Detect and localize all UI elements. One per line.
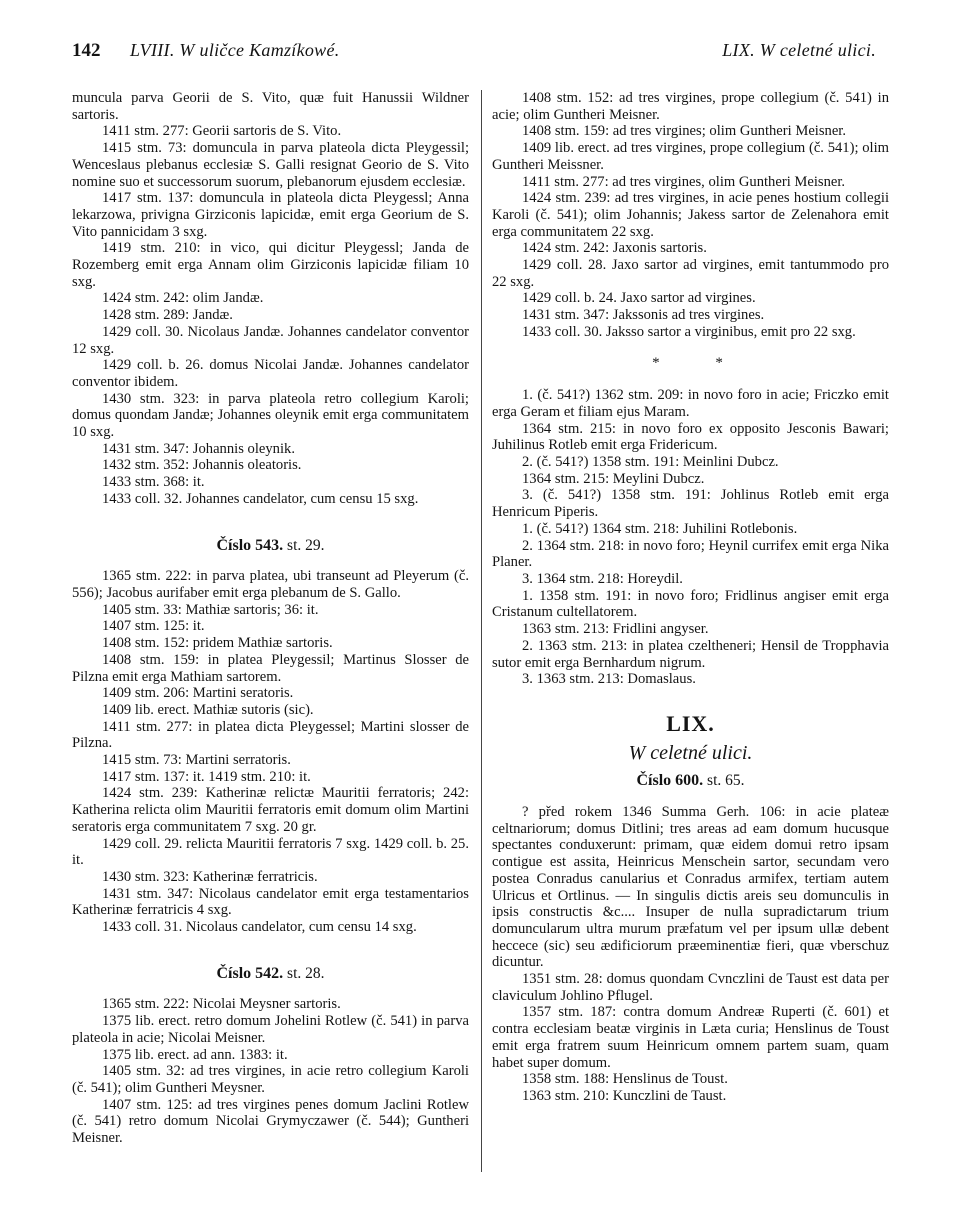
right-column bbox=[492, 90, 889, 1105]
page-number: 142 bbox=[72, 40, 101, 61]
left-intro-entries bbox=[72, 90, 469, 508]
entry-paragraph: 1428 stm. 289: Jandæ. bbox=[102, 307, 233, 324]
entry-paragraph: 1411 stm. 277: ad tres virgines, olim Guntheri Meisner. bbox=[522, 173, 846, 190]
entry-paragraph: 1433 coll. 32. Johannes candelator, cum censu 15 sxg. bbox=[102, 490, 419, 507]
section-600-entries bbox=[492, 804, 889, 1105]
entry-paragraph: 1424 stm. 242: olim Jandæ. bbox=[102, 290, 264, 307]
running-head-left: LVIII. W uličce Kamzíkowé. bbox=[130, 40, 340, 60]
entry-paragraph: 1430 stm. 323: Katherinæ ferratricis. bbox=[102, 868, 318, 885]
entry-paragraph: 3. 1364 stm. 218: Horeydil. bbox=[522, 570, 683, 587]
entry-paragraph: 1432 stm. 352: Johannis oleatoris. bbox=[102, 457, 302, 474]
entry-paragraph: 1433 coll. 30. Jaksso sartor a virginibus, emit pro 22 sxg. bbox=[522, 323, 856, 340]
entry-paragraph: 1408 stm. 152: ad tres virgines, prope collegium (č. 541) in acie; olim Guntheri Meisner. bbox=[492, 90, 889, 123]
section-542-entries bbox=[72, 996, 469, 1146]
entry-paragraph: 1415 stm. 73: domuncula in parva plateola dicta Pleygessil; Wenceslaus plebanus ecclesiæ S. Galli resignat Georio de S. Vito nomine suo et successorum suorum, plebanorum ejusdem ecclesiæ. bbox=[72, 140, 469, 190]
section-st-600: st. 65. bbox=[703, 772, 745, 790]
entry-paragraph: 3. (č. 541?) 1358 stm. 191: Johlinus Rotleb emit erga Henricum Piperis. bbox=[492, 487, 889, 521]
entry-paragraph: 2. 1363 stm. 213: in platea czeltheneri; Hensil de Tropphavia sutor emit erga Bernhardum nigrum. bbox=[492, 637, 889, 671]
entry-paragraph: 1408 stm. 159: ad tres virgines; olim Guntheri Meisner. bbox=[522, 123, 847, 140]
right-top-entries bbox=[492, 90, 889, 341]
entry-paragraph: 1433 stm. 368: it. bbox=[102, 474, 205, 491]
section-number-542: Číslo 542. bbox=[216, 964, 284, 982]
entry-paragraph: 1363 stm. 210: Kunczlini de Taust. bbox=[522, 1087, 727, 1104]
entry-paragraph: 1375 lib. erect. ad ann. 1383: it. bbox=[102, 1046, 288, 1063]
entry-paragraph: 1429 coll. 29. relicta Mauritii ferratoris 7 sxg. 1429 coll. b. 25. it. bbox=[72, 835, 469, 869]
entry-paragraph: 1408 stm. 159: in platea Pleygessil; Martinus Slosser de Pilzna emit erga Mathiam sartorem. bbox=[72, 651, 469, 685]
entry-paragraph: 2. 1364 stm. 218: in novo foro; Heynil currifex emit erga Nika Planer. bbox=[492, 537, 889, 571]
column-divider bbox=[481, 90, 482, 1172]
entry-paragraph: 1429 coll. 28. Jaxo sartor ad virgines, emit tantummodo pro 22 sxg. bbox=[492, 257, 889, 290]
entry-paragraph: ? před rokem 1346 Summa Gerh. 106: in acie plateæ celtnariorum; domus Ditlini; tres areas ad eam domum hucusque spectantes conduxerunt: primam, quæ eidem domui retro ipsam contigue est assita, Heinricus Menschein sartor, secundam vero postea Conradus canularius et Conradus armifex, tertiam autem Ulricus et Ortlinus. — In singulis dictis areis seu domunculis in ipsis constructis &c.... Insuper de nulla supradictarum trium domuncularum ultra murum præfatum vel per ipsum ullæ debent heccece (sic) seu ædificiorum præeminentiæ fieri, quæ vberschuz dicuntur. bbox=[492, 804, 889, 971]
section-number-600: Číslo 600. bbox=[636, 772, 704, 790]
section-heading-600 bbox=[492, 773, 889, 790]
entry-paragraph: 1375 lib. erect. retro domum Johelini Rotlew (č. 541) in parva plateola in acie; Nicolai Meisner. bbox=[72, 1013, 469, 1046]
entry-paragraph: 1364 stm. 215: Meylini Dubcz. bbox=[522, 470, 705, 487]
entry-paragraph: 1405 stm. 33: Mathiæ sartoris; 36: it. bbox=[102, 601, 319, 618]
asterism: * * bbox=[652, 354, 749, 371]
entry-paragraph: 1407 stm. 125: it. bbox=[102, 618, 205, 635]
entry-paragraph: 1351 stm. 28: domus quondam Cvnczlini de Taust est data per claviculum Johlino Pflugel. bbox=[492, 971, 889, 1004]
entry-paragraph: 1357 stm. 187: contra domum Andreæ Ruperti (č. 601) et contra ecclesiam beatæ virginis in Læta curia; Henslinus de Toust emit erga fratrem suum Heinricum omnem partem suam, quam habet super domum. bbox=[492, 1004, 889, 1071]
entry-paragraph: 1363 stm. 213: Fridlini angyser. bbox=[522, 621, 709, 638]
entry-paragraph: muncula parva Georii de S. Vito, quæ fuit Hanussii Wildner sartoris. bbox=[72, 90, 469, 123]
entry-paragraph: 1433 coll. 31. Nicolaus candelator, cum censu 14 sxg. bbox=[102, 919, 417, 936]
chapter-title: W celetné ulici. bbox=[628, 741, 753, 764]
running-header bbox=[72, 40, 880, 68]
entry-paragraph: 2. (č. 541?) 1358 stm. 191: Meinlini Dubcz. bbox=[522, 454, 779, 471]
entry-paragraph: 1424 stm. 239: ad tres virgines, in acie penes hostium collegii Karoli (č. 541); olim Johannis; Jakess sartor de Zelenahora emit erga communitatem 22 sxg. bbox=[492, 190, 889, 240]
entry-paragraph: 1411 stm. 277: in platea dicta Pleygessel; Martini slosser de Pilzna. bbox=[72, 718, 469, 752]
entry-paragraph: 1409 stm. 206: Martini seratoris. bbox=[102, 685, 294, 702]
asterism-entries bbox=[492, 387, 889, 688]
entry-paragraph: 1415 stm. 73: Martini serratoris. bbox=[102, 752, 291, 769]
section-number-543: Číslo 543. bbox=[216, 536, 284, 554]
entry-paragraph: 1. (č. 541?) 1362 stm. 209: in novo foro in acie; Friczko emit erga Geram et filiam ejus Maram. bbox=[492, 387, 889, 420]
entry-paragraph: 1409 lib. erect. ad tres virgines, prope collegium (č. 541); olim Guntheri Meissner. bbox=[492, 140, 889, 173]
section-st-543: st. 29. bbox=[283, 536, 325, 554]
entry-paragraph: 1417 stm. 137: it. 1419 stm. 210: it. bbox=[102, 768, 311, 785]
entry-paragraph: 1405 stm. 32: ad tres virgines, in acie retro collegium Karoli (č. 541); olim Guntheri Meysner. bbox=[72, 1063, 469, 1096]
entry-paragraph: 1424 stm. 242: Jaxonis sartoris. bbox=[522, 240, 707, 257]
entry-paragraph: 1411 stm. 277: Georii sartoris de S. Vito. bbox=[102, 123, 342, 140]
entry-paragraph: 1431 stm. 347: Jakssonis ad tres virgines. bbox=[522, 307, 765, 324]
entry-paragraph: 1419 stm. 210: in vico, qui dicitur Pleygessl; Janda de Rozemberg emit erga Annam olim Girziconis lapicidæ filiam 10 sxg. bbox=[72, 240, 469, 290]
entry-paragraph: 1358 stm. 188: Henslinus de Toust. bbox=[522, 1071, 728, 1088]
entry-paragraph: 1429 coll. b. 26. domus Nicolai Jandæ. Johannes candelator conventor ibidem. bbox=[72, 357, 469, 390]
entry-paragraph: 1429 coll. 30. Nicolaus Jandæ. Johannes candelator conventor 12 sxg. bbox=[72, 323, 469, 357]
section-heading-543 bbox=[72, 538, 469, 555]
entry-paragraph: 1431 stm. 347: Nicolaus candelator emit erga testamentarios Katherinæ ferratricis 4 sxg. bbox=[72, 885, 469, 919]
entry-paragraph: 1407 stm. 125: ad tres virgines penes domum Jaclini Rotlew (č. 541) retro domum Nicolai Grymyczawer (č. 544); Guntheri Meisner. bbox=[72, 1096, 469, 1147]
entry-paragraph: 1429 coll. b. 24. Jaxo sartor ad virgines. bbox=[522, 290, 756, 307]
entry-paragraph: 1365 stm. 222: in parva platea, ubi transeunt ad Pleyerum (č. 556); Jacobus aurifaber emit erga plebanum de S. Gallo. bbox=[72, 568, 469, 601]
entry-paragraph: 1424 stm. 239: Katherinæ relictæ Mauritii ferratoris; 242: Katherina relicta olim Mauritii ferratoris emit domum olim Martini seratoris erga communitatem 7 sxg. 20 gr. bbox=[72, 785, 469, 835]
running-head-right: LIX. W celetné ulici. bbox=[722, 40, 876, 60]
section-heading-542 bbox=[72, 966, 469, 983]
entry-paragraph: 1. 1358 stm. 191: in novo foro; Fridlinus angiser emit erga Cristanum cultellatorem. bbox=[492, 587, 889, 621]
entry-paragraph: 1. (č. 541?) 1364 stm. 218: Juhilini Rotlebonis. bbox=[522, 520, 798, 537]
entry-paragraph: 3. 1363 stm. 213: Domaslaus. bbox=[522, 671, 696, 688]
entry-paragraph: 1409 lib. erect. Mathiæ sutoris (sic). bbox=[102, 701, 314, 718]
section-st-542: st. 28. bbox=[283, 964, 325, 982]
entry-paragraph: 1408 stm. 152: pridem Mathiæ sartoris. bbox=[102, 635, 333, 652]
entry-paragraph: 1417 stm. 137: domuncula in plateola dicta Pleygessl; Anna lekarzowa, privigna Girziconis lapicidæ, emit erga Georium de S. Vito pannicidam 3 sxg. bbox=[72, 190, 469, 240]
entry-paragraph: 1364 stm. 215: in novo foro ex opposito Jesconis Bawari; Juhilinus Rotleb emit erga Fridericum. bbox=[492, 420, 889, 454]
entry-paragraph: 1430 stm. 323: in parva plateola retro collegium Karoli; domus quondam Jandæ; Johannes oleynik emit erga communitatem 10 sxg. bbox=[72, 390, 469, 441]
entry-paragraph: 1431 stm. 347: Johannis oleynik. bbox=[102, 440, 295, 457]
section-543-entries bbox=[72, 568, 469, 935]
chapter-number: LIX. bbox=[666, 710, 715, 736]
left-column bbox=[72, 90, 469, 1147]
entry-paragraph: 1365 stm. 222: Nicolai Meysner sartoris. bbox=[102, 996, 341, 1013]
